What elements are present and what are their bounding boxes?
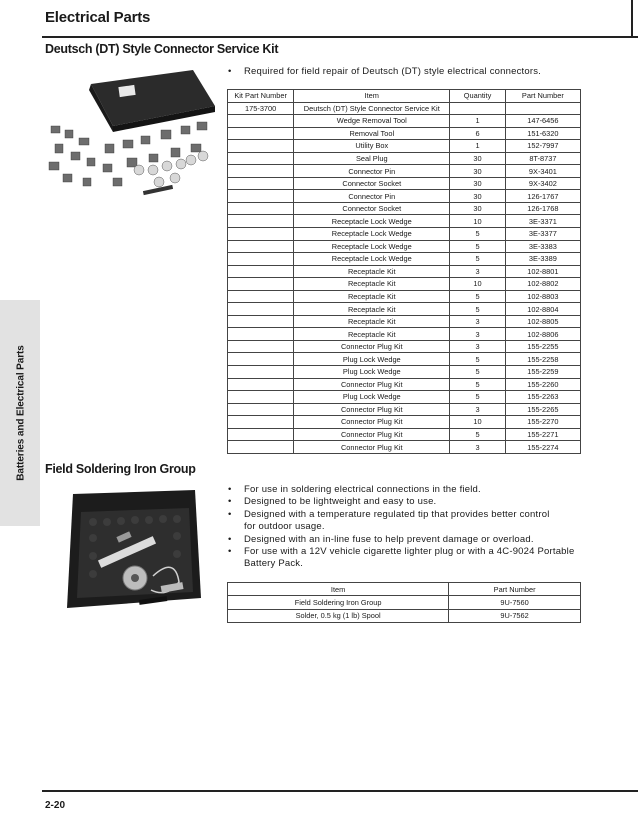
table-cell: Receptacle Kit	[294, 265, 450, 278]
table-cell	[228, 315, 294, 328]
table-row	[228, 240, 581, 253]
table-cell	[228, 391, 294, 404]
table-row	[228, 190, 581, 203]
table-cell: Plug Lock Wedge	[294, 391, 450, 404]
column-header: Part Number	[505, 90, 580, 103]
table-cell: 175-3700	[228, 102, 294, 115]
table-cell	[505, 102, 580, 115]
footer-rule	[42, 790, 638, 792]
table-cell: 5	[450, 378, 506, 391]
table-cell: 5	[450, 253, 506, 266]
table-cell: 152-7997	[505, 140, 580, 153]
table-cell: 102-8802	[505, 278, 580, 291]
table-row	[228, 609, 581, 622]
bullet-text-line: • Designed to be lightweight and easy to use.	[244, 496, 437, 508]
page-header-title: Electrical Parts	[45, 9, 151, 26]
table-cell: 5	[450, 228, 506, 241]
table-cell: 30	[450, 177, 506, 190]
table-row	[228, 340, 581, 353]
table-cell: Receptacle Kit	[294, 303, 450, 316]
table-row	[228, 115, 581, 128]
table-cell: Receptacle Lock Wedge	[294, 240, 450, 253]
table-row	[228, 353, 581, 366]
soldering-bullet-item	[228, 546, 574, 571]
table-cell: Connector Plug Kit	[294, 441, 450, 454]
table-cell: 3E-3389	[505, 253, 580, 266]
bullet-text-line: • Designed with an in-line fuse to help prevent damage or overload.	[244, 533, 534, 545]
table-cell	[450, 102, 506, 115]
table-cell: 1	[450, 115, 506, 128]
table-cell	[228, 353, 294, 366]
table-cell: Receptacle Kit	[294, 328, 450, 341]
header-rule	[42, 36, 638, 38]
table-cell: Receptacle Kit	[294, 278, 450, 291]
table-cell: 102-8805	[505, 315, 580, 328]
soldering-kit-photo	[57, 486, 204, 614]
table-row	[228, 102, 581, 115]
table-row	[228, 596, 581, 609]
table-cell: 3	[450, 340, 506, 353]
table-cell: 5	[450, 391, 506, 404]
table-cell: Connector Socket	[294, 177, 450, 190]
deutsch-kit-table	[227, 89, 581, 454]
table-cell: 6	[450, 127, 506, 140]
table-cell: 155-2274	[505, 441, 580, 454]
table-cell: Connector Plug Kit	[294, 378, 450, 391]
bullet-text-line: for outdoor usage.	[244, 521, 325, 533]
table-cell	[228, 240, 294, 253]
table-row	[228, 278, 581, 291]
table-cell: Receptacle Kit	[294, 290, 450, 303]
side-section-tab-label: Batteries and Electrical Parts	[15, 345, 27, 481]
soldering-bullet-item	[228, 509, 574, 534]
table-cell: 30	[450, 202, 506, 215]
table-cell: 9X-3402	[505, 177, 580, 190]
table-row	[228, 403, 581, 416]
table-cell: 126-1767	[505, 190, 580, 203]
table-cell	[228, 140, 294, 153]
table-cell	[228, 378, 294, 391]
table-cell	[228, 340, 294, 353]
table-cell: 102-8803	[505, 290, 580, 303]
table-cell: Deutsch (DT) Style Connector Service Kit	[294, 102, 450, 115]
table-row	[228, 215, 581, 228]
table-cell	[228, 403, 294, 416]
table-cell: 10	[450, 215, 506, 228]
bullet-text-line: • Designed with a temperature regulated tip that provides better control	[244, 508, 550, 520]
table-cell	[228, 265, 294, 278]
table-row	[228, 428, 581, 441]
table-cell: Receptacle Lock Wedge	[294, 228, 450, 241]
table-cell	[228, 152, 294, 165]
column-header: Quantity	[450, 90, 506, 103]
table-cell: Connector Plug Kit	[294, 428, 450, 441]
table-row	[228, 328, 581, 341]
table-cell: Plug Lock Wedge	[294, 353, 450, 366]
soldering-bullet-item	[228, 484, 574, 496]
header-edge-rule	[631, 0, 633, 38]
table-cell: 9U-7560	[449, 596, 581, 609]
table-cell: 5	[450, 240, 506, 253]
table-cell: 3	[450, 315, 506, 328]
table-row	[228, 228, 581, 241]
deutsch-section-title: Deutsch (DT) Style Connector Service Kit	[45, 42, 279, 56]
table-row	[228, 441, 581, 454]
table-cell: 147-6456	[505, 115, 580, 128]
table-cell: 5	[450, 366, 506, 379]
bullet-text-line: • For use with a 12V vehicle cigarette lighter plug or with a 4C-9024 Portable	[244, 546, 575, 558]
table-cell: 155-2255	[505, 340, 580, 353]
table-row	[228, 315, 581, 328]
table-cell: 5	[450, 428, 506, 441]
table-row	[228, 391, 581, 404]
bullet-text-line: Battery Pack.	[244, 558, 304, 570]
soldering-bullet-item	[228, 534, 574, 546]
table-row	[228, 416, 581, 429]
table-cell	[228, 177, 294, 190]
table-cell: 155-2271	[505, 428, 580, 441]
table-cell: 10	[450, 416, 506, 429]
table-cell: 5	[450, 290, 506, 303]
table-cell: 155-2265	[505, 403, 580, 416]
table-header-row	[228, 90, 581, 103]
table-cell	[228, 428, 294, 441]
table-cell: Receptacle Kit	[294, 315, 450, 328]
table-cell: 1	[450, 140, 506, 153]
table-cell: 3E-3383	[505, 240, 580, 253]
table-cell: 30	[450, 165, 506, 178]
table-cell: 30	[450, 152, 506, 165]
table-row	[228, 127, 581, 140]
table-cell: 3	[450, 265, 506, 278]
table-cell: 155-2260	[505, 378, 580, 391]
soldering-bullet-item	[228, 496, 574, 508]
table-cell: Plug Lock Wedge	[294, 366, 450, 379]
column-header: Part Number	[449, 583, 581, 596]
table-cell	[228, 416, 294, 429]
table-cell: Receptacle Lock Wedge	[294, 215, 450, 228]
soldering-table	[227, 582, 581, 623]
table-row	[228, 140, 581, 153]
column-header: Kit Part Number	[228, 90, 294, 103]
column-header: Item	[294, 90, 450, 103]
table-cell: Wedge Removal Tool	[294, 115, 450, 128]
table-cell: 3E-3371	[505, 215, 580, 228]
table-cell: 3	[450, 403, 506, 416]
table-cell	[228, 127, 294, 140]
table-cell: 126-1768	[505, 202, 580, 215]
table-cell: Seal Plug	[294, 152, 450, 165]
page-number: 2-20	[45, 800, 66, 811]
table-cell: 9U-7562	[449, 609, 581, 622]
table-row	[228, 253, 581, 266]
table-cell	[228, 278, 294, 291]
deutsch-kit-photo	[43, 66, 215, 203]
table-cell: Field Soldering Iron Group	[228, 596, 449, 609]
soldering-bullet-list	[228, 484, 574, 571]
table-cell	[228, 202, 294, 215]
table-cell: Connector Plug Kit	[294, 403, 450, 416]
deutsch-bullet-list	[228, 66, 541, 78]
table-cell	[228, 165, 294, 178]
table-cell	[228, 115, 294, 128]
table-cell: Connector Socket	[294, 202, 450, 215]
table-cell	[228, 328, 294, 341]
table-cell	[228, 290, 294, 303]
table-row	[228, 165, 581, 178]
table-row	[228, 177, 581, 190]
table-cell: 10	[450, 278, 506, 291]
table-cell: 155-2259	[505, 366, 580, 379]
table-cell: 8T-8737	[505, 152, 580, 165]
table-cell: 102-8804	[505, 303, 580, 316]
table-cell: 102-8806	[505, 328, 580, 341]
table-cell: Removal Tool	[294, 127, 450, 140]
table-cell: Connector Plug Kit	[294, 416, 450, 429]
soldering-section-title: Field Soldering Iron Group	[45, 462, 196, 476]
table-cell	[228, 441, 294, 454]
table-cell: 155-2263	[505, 391, 580, 404]
table-cell: 102-8801	[505, 265, 580, 278]
table-row	[228, 366, 581, 379]
table-cell	[228, 190, 294, 203]
deutsch-bullet-item: • Required for field repair of Deutsch (DT) style electrical connectors.	[228, 66, 541, 78]
table-cell: Connector Plug Kit	[294, 340, 450, 353]
table-row	[228, 152, 581, 165]
table-cell	[228, 253, 294, 266]
table-cell: 5	[450, 303, 506, 316]
table-cell: 155-2270	[505, 416, 580, 429]
table-cell: 3	[450, 328, 506, 341]
table-cell: Receptacle Lock Wedge	[294, 253, 450, 266]
table-row	[228, 290, 581, 303]
table-cell: Connector Pin	[294, 190, 450, 203]
column-header: Item	[228, 583, 449, 596]
table-row	[228, 378, 581, 391]
table-cell: Connector Pin	[294, 165, 450, 178]
table-cell: 3	[450, 441, 506, 454]
deutsch-kit-table-body	[228, 102, 581, 453]
table-cell	[228, 303, 294, 316]
table-header-row	[228, 583, 581, 596]
table-cell: 3E-3377	[505, 228, 580, 241]
table-cell: 30	[450, 190, 506, 203]
table-cell: Solder, 0.5 kg (1 lb) Spool	[228, 609, 449, 622]
table-cell: Utility Box	[294, 140, 450, 153]
table-cell	[228, 215, 294, 228]
table-row	[228, 303, 581, 316]
table-cell: 9X-3401	[505, 165, 580, 178]
table-cell: 5	[450, 353, 506, 366]
table-cell	[228, 366, 294, 379]
bullet-text-line: • For use in soldering electrical connections in the field.	[244, 484, 481, 495]
table-cell	[228, 228, 294, 241]
table-cell: 151-6320	[505, 127, 580, 140]
table-row	[228, 265, 581, 278]
table-cell: 155-2258	[505, 353, 580, 366]
table-row	[228, 202, 581, 215]
soldering-table-body	[228, 596, 581, 623]
